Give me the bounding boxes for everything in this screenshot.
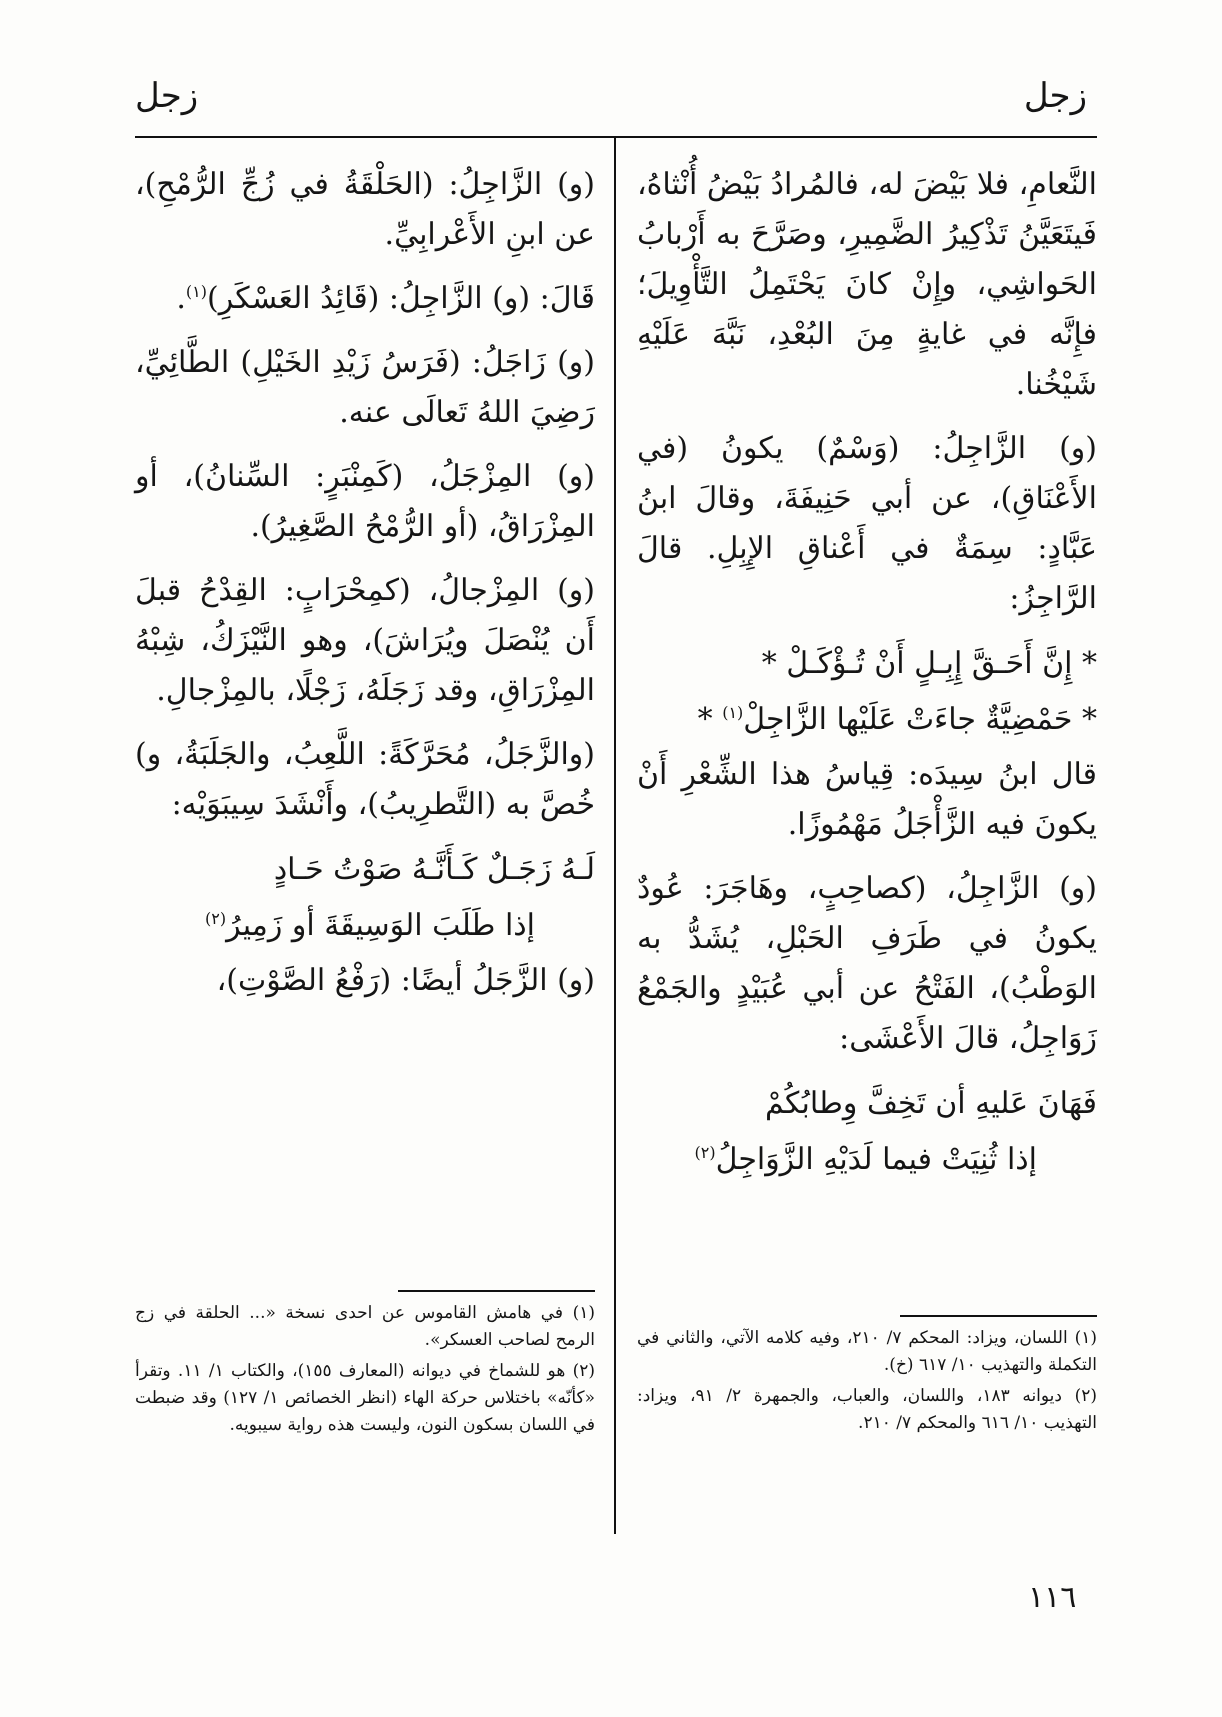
entry-paragraph: (و) زَاجَلُ: (فَرَسُ زَيْدِ الخَيْلِ) الطَّائِيِّ، رَضِيَ اللهُ تَعالَى عنه. <box>135 345 595 430</box>
verse-text: إذا طَلَبَ الوَسِيقَةَ أو زَمِيرُ <box>226 908 535 943</box>
header-entry-left: زجل <box>135 76 199 116</box>
entry-paragraph: (والزَّجَلُ، مُحَرَّكَةً: اللَّعِبُ، والجَلَبَةُ، و) خُصَّ به (التَّطرِيبُ)، وأَنْشَدَ سِيبَوَيْه: <box>135 737 595 822</box>
entry-paragraph: (و) الزَّاجِلُ، (كصاحِبٍ، وهَاجَرَ: عُودٌ يكونُ في طَرَفِ الحَبْلِ، يُشَدُّ به الوَطْبُ)، الفَتْحُ عن أبي عُبَيْدٍ والجَمْعُ زَوَاجِلُ، قالَ الأَعْشَى: <box>637 871 1097 1056</box>
footnote-ref: (١) <box>722 703 744 722</box>
verse-line: لَـهُ زَجَـلٌ كَـأَنَّـهُ صَوْتُ حَـادٍ <box>273 852 595 887</box>
verse-line: فَهَانَ عَليهِ أن تَخِفَّ وِطابُكُمْ <box>765 1086 1097 1121</box>
entry-paragraph: (و) المِزْجَلُ، (كَمِنْبَرٍ: السِّنانُ)، أو المِزْرَاقُ، (أو الرُّمْحُ الصَّغِيرُ). <box>135 459 595 544</box>
footnotes-right <box>637 1325 1097 1441</box>
entry-paragraph: قَالَ: (و) الزَّاجِلُ: (قَائِدُ العَسْكَرِ)$^{(١)}$. <box>176 281 595 316</box>
verse-line <box>637 1134 1097 1186</box>
footnote-rule <box>900 1315 1097 1317</box>
footnote-ref: (١) <box>185 282 208 301</box>
footnote: (١) اللسان، ويزاد: المحكم ٧/ ٢١٠، وفيه كلامه الآتي، والثاني في التكملة والتهذيب ١٠/ ٦١٧ (خ). <box>637 1328 1097 1375</box>
footnote-rule <box>398 1290 595 1292</box>
right-column <box>637 160 1097 1190</box>
verse-line: * إِنَّ أَحَـقَّ إِبِـلٍ أَنْ تُـؤْكَـلْ * <box>761 646 1097 681</box>
footnote: (٢) هو للشماخ في ديوانه (المعارف ١٥٥)، والكتاب ١/ ١١. وتقرأ «كأنّه» باختلاس حركة الهاء (انظر الخصائص ١/ ١٢٧) وقد ضبطت في اللسان بسكون النون، وليست هذه رواية سيبويه. <box>135 1361 595 1435</box>
footnote: (١) في هامش القاموس عن احدى نسخة «... الحلقة في زج الرمح لصاحب العسكر». <box>135 1303 595 1350</box>
footnotes-left <box>135 1300 595 1443</box>
header-entry-right: زجل <box>1023 76 1087 116</box>
page-number: ١١٦ <box>1028 1580 1077 1615</box>
verse-line <box>135 900 595 952</box>
entry-paragraph: (و) الزَّاجِلُ: (وَسْمٌ) يكونُ (في الأَعْنَاقِ)، عن أبي حَنِيفَةَ، وقالَ ابنُ عَبَّادٍ: سِمَةٌ في أَعْناقِ الإِبِلِ. قالَ الرَّاجِزُ: <box>637 431 1097 616</box>
footnote: (٢) ديوانه ١٨٣، واللسان، والعباب، والجمهرة ٢/ ٩١، ويزاد: التهذيب ١٠/ ٦١٦ والمحكم ٧/ ٢١٠. <box>637 1386 1097 1433</box>
entry-paragraph: النَّعامِ، فلا بَيْضَ له، فالمُرادُ بَيْضُ أُنْثاهُ، فَيتَعَيَّنُ تَذْكِيرُ الضَّمِيرِ، وصَرَّحَ به أَرْبابُ الحَواشِي، وإِنْ كانَ يَحْتَمِلُ التَّأْوِيلَ؛ فإِنَّه في غايةٍ مِنَ البُعْدِ، نَبَّهَ عَلَيْهِ شَيْخُنا. <box>637 167 1097 402</box>
verse-text: إذا ثُنِيَتْ فيما لَدَيْهِ الزَّوَاجِلُ <box>715 1142 1037 1177</box>
entry-paragraph: قال ابنُ سِيدَه: قِياسُ هذا الشِّعْرِ أَنْ يكونَ فيه الزَّأْجَلُ مَهْمُوزًا. <box>637 757 1097 842</box>
footnote-ref: (٢) <box>205 909 227 928</box>
verse-star: * <box>697 702 723 737</box>
header-rule <box>135 136 1097 138</box>
footnote-ref: (٢) <box>694 1143 716 1162</box>
entry-paragraph: (و) الزَّجَلُ أيضًا: (رَفْعُ الصَّوْتِ)، <box>216 963 595 998</box>
entry-paragraph: (و) الزَّاجِلُ: (الحَلْقَةُ في زُجِّ الرُّمْحِ)، عن ابنِ الأَعْرابِيِّ. <box>135 167 595 252</box>
entry-text: قَالَ: (و) الزَّاجِلُ: (قَائِدُ العَسْكَرِ) <box>207 281 595 316</box>
column-divider <box>614 138 616 1534</box>
entry-paragraph: (و) المِزْجالُ، (كمِحْرَابٍ: القِدْحُ قبلَ أَن يُنْصَلَ ويُرَاشَ)، وهو النَّيْزَكُ، شِبْهُ المِزْرَاقِ، وقد زَجَلَهُ، زَجْلًا، بالمِزْجالِ. <box>135 573 595 708</box>
verse-line <box>637 694 1097 746</box>
verse-text: * حَمْضِيَّةٌ جاءَتْ عَلَيْها الزَّاجِلْ <box>743 702 1097 737</box>
left-column <box>135 160 595 1020</box>
